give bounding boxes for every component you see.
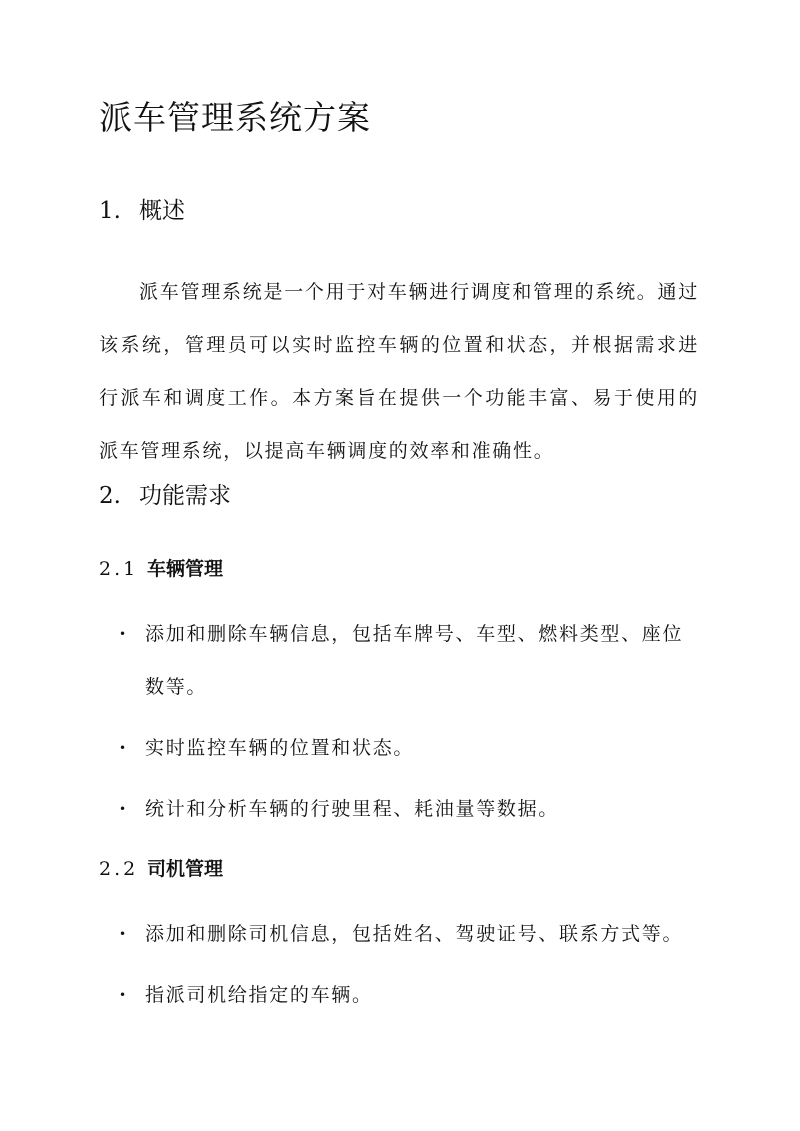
section-heading-overview <box>99 196 185 226</box>
section-title: 功能需求 <box>139 483 231 509</box>
subsection-title: 司机管理 <box>147 858 224 880</box>
list-item-text: 指派司机给指定的车辆。 <box>145 984 373 1006</box>
bullet-icon: • <box>119 927 128 941</box>
overview-paragraph: 派车管理系统是一个用于对车辆进行调度和管理的系统。通过该系统，管理员可以实时监控车辆的位置和状态，并根据需求进行派车和调度工作。本方案旨在提供一个功能丰富、易于使用的派车管理系统，以提高车辆调度的效率和准确性。 <box>99 281 699 462</box>
subsection-heading-driver-management <box>99 856 223 882</box>
section-number: 2. <box>99 483 121 509</box>
vehicle-management-list <box>99 608 699 844</box>
list-item <box>99 908 699 961</box>
bullet-icon: • <box>119 627 128 641</box>
list-item-text: 添加和删除司机信息，包括姓名、驾驶证号、联系方式等。 <box>145 923 684 945</box>
bullet-icon: • <box>119 802 128 816</box>
section-number: 1. <box>99 198 121 224</box>
subsection-heading-vehicle-management <box>99 556 223 582</box>
section-heading-requirements <box>99 481 231 511</box>
list-item-text: 统计和分析车辆的行驶里程、耗油量等数据。 <box>145 798 560 820</box>
list-item <box>99 722 699 775</box>
subsection-number: 2.2 <box>99 858 139 880</box>
list-item-text: 实时监控车辆的位置和状态。 <box>145 737 415 759</box>
bullet-icon: • <box>119 741 128 755</box>
list-item-text: 添加和删除车辆信息，包括车牌号、车型、燃料类型、座位数等。 <box>145 623 684 698</box>
list-item <box>99 783 699 836</box>
list-item <box>99 608 699 714</box>
list-item <box>99 969 699 1022</box>
section-title: 概述 <box>139 198 185 224</box>
subsection-title: 车辆管理 <box>147 558 224 580</box>
bullet-icon: • <box>119 988 128 1002</box>
driver-management-list <box>99 908 699 1030</box>
subsection-number: 2.1 <box>99 558 139 580</box>
document-title: 派车管理系统方案 <box>99 98 371 137</box>
